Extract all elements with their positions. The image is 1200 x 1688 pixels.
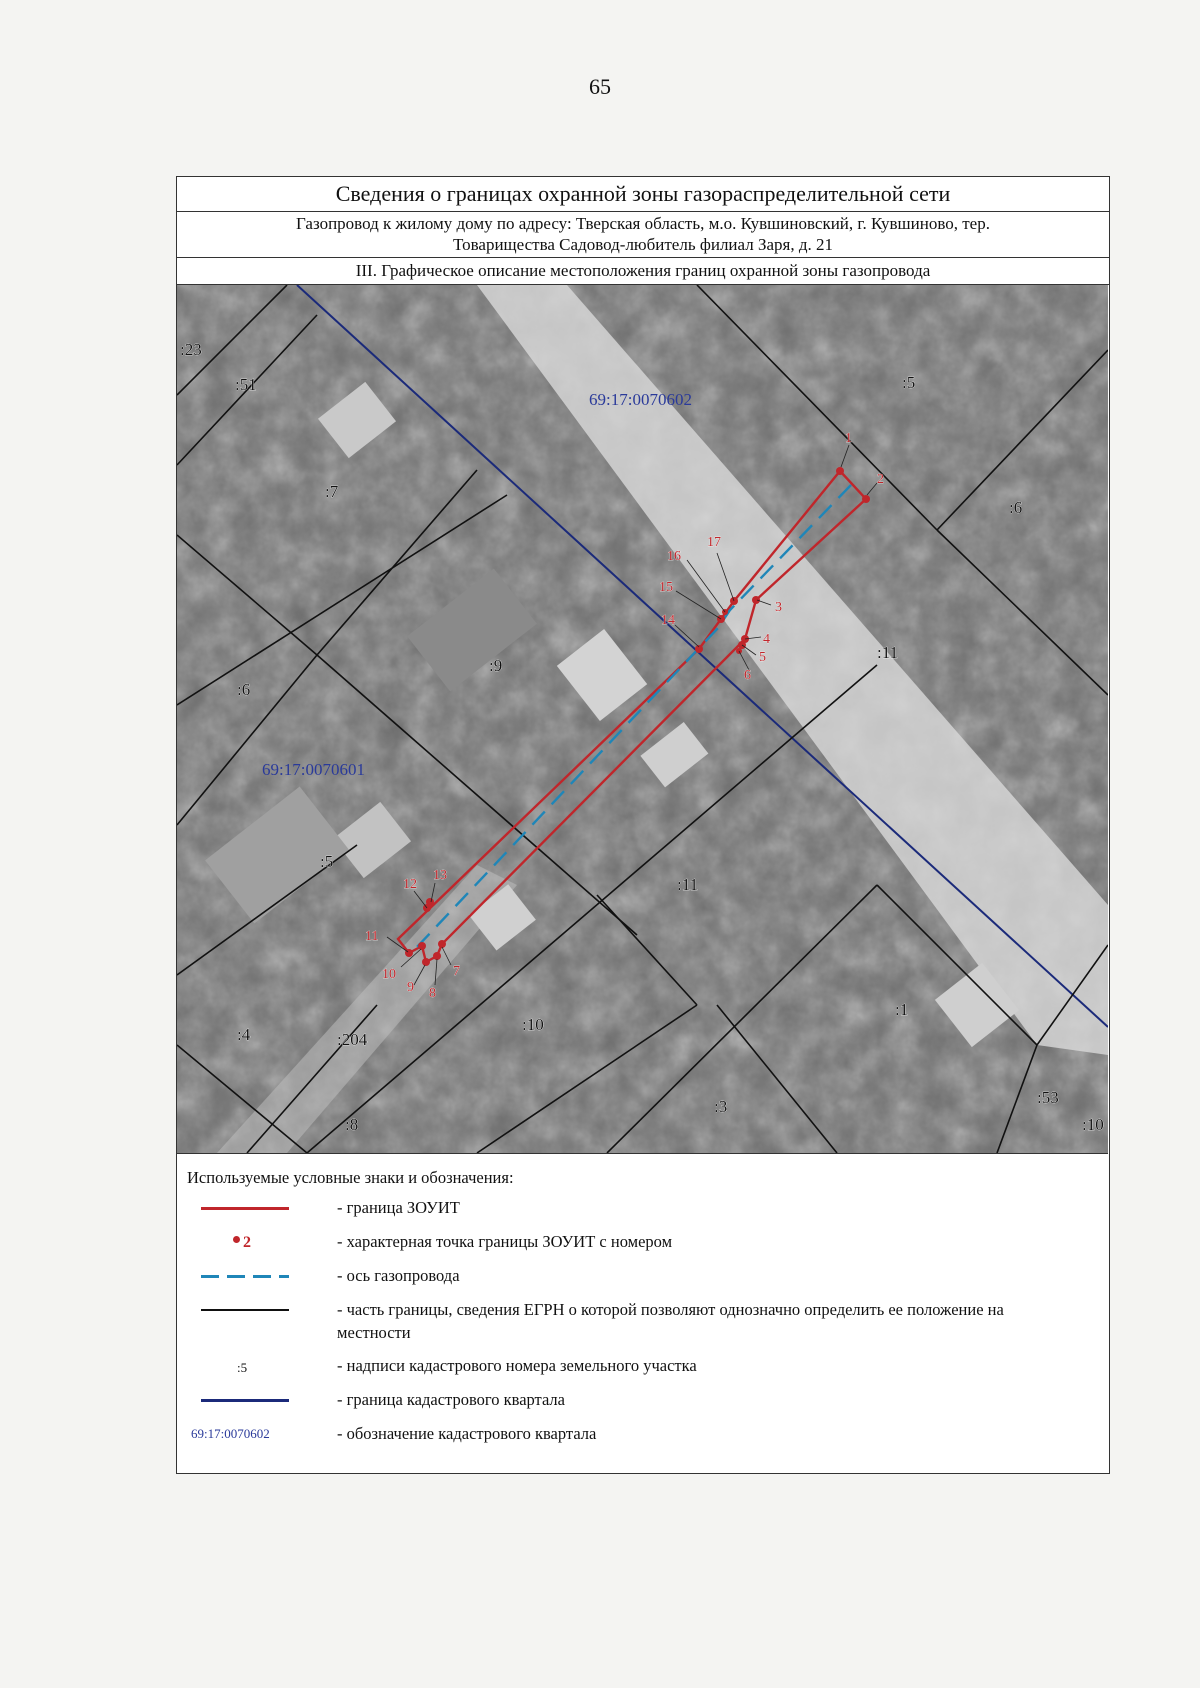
parcel-label: :8 (345, 1115, 359, 1134)
legend-text: - часть границы, сведения ЕГРН о которой позволяют однозначно определить ее положение на местности (337, 1300, 1004, 1342)
point-label: 13 (433, 868, 447, 883)
parcel-label: :6 (1009, 498, 1023, 517)
parcel-label: :10 (522, 1015, 544, 1034)
parcel-label: :53 (1037, 1088, 1059, 1107)
section-title: III. Графическое описание местоположения границ охранной зоны газопровода (177, 258, 1109, 285)
parcel-label: :23 (180, 340, 202, 359)
parcel-label: :9 (489, 656, 503, 675)
page-number: 65 (589, 74, 611, 99)
legend (177, 1154, 1109, 1446)
quarter-label-sample: 69:17:0070602 (191, 1426, 270, 1441)
navy-line-symbol (187, 1388, 337, 1412)
point-label: 17 (707, 535, 721, 550)
red-line-symbol (187, 1196, 337, 1220)
boundary-point[interactable] (862, 495, 870, 503)
boundary-point[interactable] (752, 596, 760, 604)
point-label: 4 (763, 632, 770, 647)
black-line-symbol (187, 1298, 337, 1322)
point-label: 15 (659, 580, 673, 595)
legend-text: - ось газопровода (337, 1266, 460, 1285)
object-line-1: Газопровод к жилому дому по адресу: Тверская область, м.о. Кувшиновский, г. Кувшиново, тер. (296, 214, 990, 233)
legend-item-quarter-boundary (187, 1388, 1109, 1412)
point-label: 16 (667, 549, 681, 564)
parcel-label: :11 (877, 643, 899, 662)
point-label: 1 (845, 431, 852, 446)
point-label: 12 (403, 877, 417, 892)
point-sample-label: 2 (243, 1234, 251, 1251)
cadastral-map[interactable] (177, 285, 1108, 1154)
point-label: 5 (759, 650, 766, 665)
legend-item-parcel-boundary (187, 1298, 1109, 1344)
boundary-point[interactable] (438, 940, 446, 948)
legend-text: - граница кадастрового квартала (337, 1390, 565, 1409)
legend-item-gas-axis (187, 1264, 1109, 1288)
boundary-point[interactable] (418, 942, 426, 950)
parcel-label-symbol (187, 1354, 337, 1378)
point-label: 7 (453, 964, 460, 979)
parcel-label: :6 (237, 680, 251, 699)
blue-dash-symbol (187, 1264, 337, 1288)
point-label: 8 (429, 986, 436, 1001)
parcel-label: :7 (325, 482, 339, 501)
quarter-label-0070601: 69:17:0070601 (262, 760, 365, 779)
object-line-2: Товарищества Садовод-любитель филиал Заря, д. 21 (453, 235, 833, 254)
point-label: 14 (661, 613, 675, 628)
boundary-point[interactable] (422, 958, 430, 966)
legend-text: - обозначение кадастрового квартала (337, 1424, 597, 1443)
boundary-point[interactable] (695, 645, 703, 653)
boundary-point[interactable] (836, 467, 844, 475)
quarter-label-symbol (187, 1422, 337, 1446)
legend-text: - надписи кадастрового номера земельного участка (337, 1356, 697, 1375)
red-point-symbol (187, 1230, 337, 1254)
parcel-label: :11 (677, 875, 699, 894)
legend-text: - характерная точка границы ЗОУИТ с номером (337, 1232, 673, 1251)
legend-text: - граница ЗОУИТ (337, 1198, 460, 1217)
legend-item-zouit-boundary (187, 1196, 1109, 1220)
parcel-label: :5 (320, 852, 334, 871)
parcel-label: :10 (1082, 1115, 1104, 1134)
point-label: 11 (365, 929, 379, 944)
quarter-label-0070602: 69:17:0070602 (589, 390, 692, 409)
point-label: 2 (877, 472, 884, 487)
legend-item-boundary-point (187, 1230, 1109, 1254)
legend-item-parcel-label (187, 1354, 1109, 1378)
parcel-label: :5 (902, 373, 916, 392)
boundary-point[interactable] (426, 898, 434, 906)
boundary-point[interactable] (405, 949, 413, 957)
parcel-label: :51 (235, 375, 257, 394)
point-label: 9 (407, 980, 414, 995)
document-frame (176, 176, 1110, 1474)
parcel-label: :1 (895, 1000, 909, 1019)
parcel-label: :3 (714, 1097, 728, 1116)
map-canvas (177, 285, 1108, 1153)
parcel-label: :4 (237, 1025, 251, 1044)
legend-item-quarter-label (187, 1422, 1109, 1446)
point-label: 3 (775, 600, 782, 615)
point-label: 10 (382, 967, 396, 982)
parcel-label-sample: :5 (237, 1360, 248, 1375)
boundary-point[interactable] (433, 952, 441, 960)
document-title: Сведения о границах охранной зоны газораспределительной сети (177, 177, 1109, 212)
point-label: 6 (744, 668, 751, 683)
object-description (177, 212, 1109, 258)
legend-title: Используемые условные знаки и обозначения: (187, 1168, 514, 1187)
parcel-label: :204 (337, 1030, 368, 1049)
